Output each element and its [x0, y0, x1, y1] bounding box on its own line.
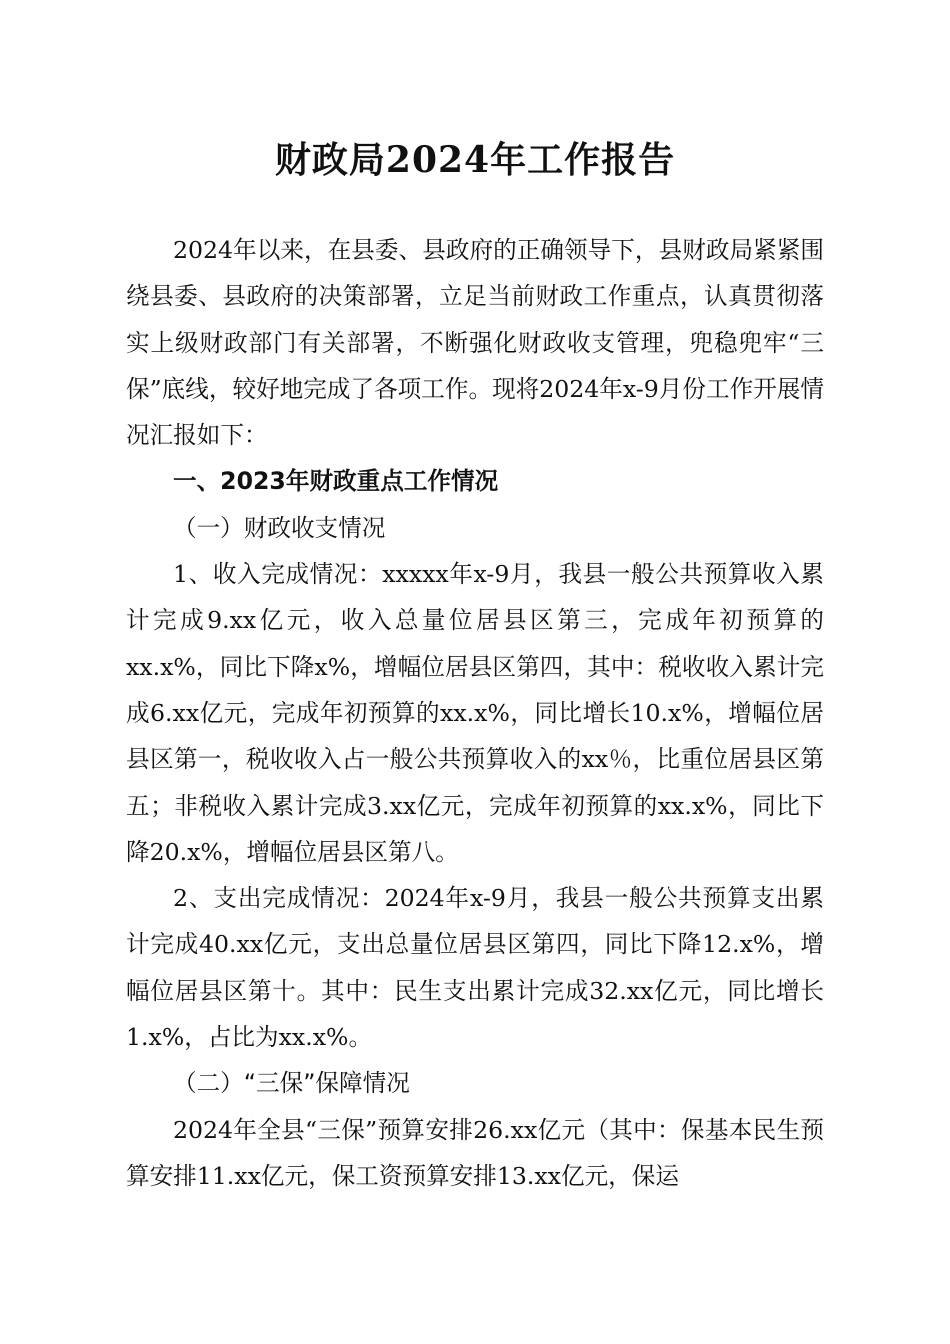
section-heading-1: 一、2023年财政重点工作情况 [173, 467, 499, 496]
subsection-heading-three-guarantees: （二）“三保”保障情况 [173, 1069, 410, 1098]
subsection-heading-revenue-expenditure: （一）财政收支情况 [173, 513, 386, 542]
revenue-paragraph: 1、收入完成情况：xxxxx年x-9月，我县一般公共预算收入累计完成9.xx亿元，收入总量位居县区第三，完成年初预算的xx.x%，同比下降x%，增幅位居县区第四，其中：税收收入累计完成6.xx亿元，完成年初预算的xx.x%，同比增长10.x%，增幅位居县区第一，税收收入占一般公共预算收入的xx％，比重位居县区第五；非税收入累计完成3.xx亿元，完成年初预算的xx.x%，同比下降20.x%，增幅位居县区第八。 [126, 560, 824, 866]
expenditure-paragraph: 2、支出完成情况：2024年x-9月，我县一般公共预算支出累计完成40.xx亿元，支出总量位居县区第四，同比下降12.x%，增幅位居县区第十。其中：民生支出累计完成32.xx亿元，同比增长1.x%，占比为xx.x%。 [126, 884, 824, 1052]
document-title: 财政局2024年工作报告 [274, 139, 676, 181]
intro-paragraph: 2024年以来，在县委、县政府的正确领导下，县财政局紧紧围绕县委、县政府的决策部署，立足当前财政工作重点，认真贯彻落实上级财政部门有关部署，不断强化财政收支管理，兜稳兜牢“三保”底线，较好地完成了各项工作。现将2024年x-9月份工作开展情况汇报如下： [126, 236, 824, 450]
three-guarantees-paragraph: 2024年全县“三保”预算安排26.xx亿元（其中：保基本民生预算安排11.xx亿元，保工资预算安排13.xx亿元，保运 [126, 1115, 824, 1190]
document-body [126, 227, 824, 1199]
